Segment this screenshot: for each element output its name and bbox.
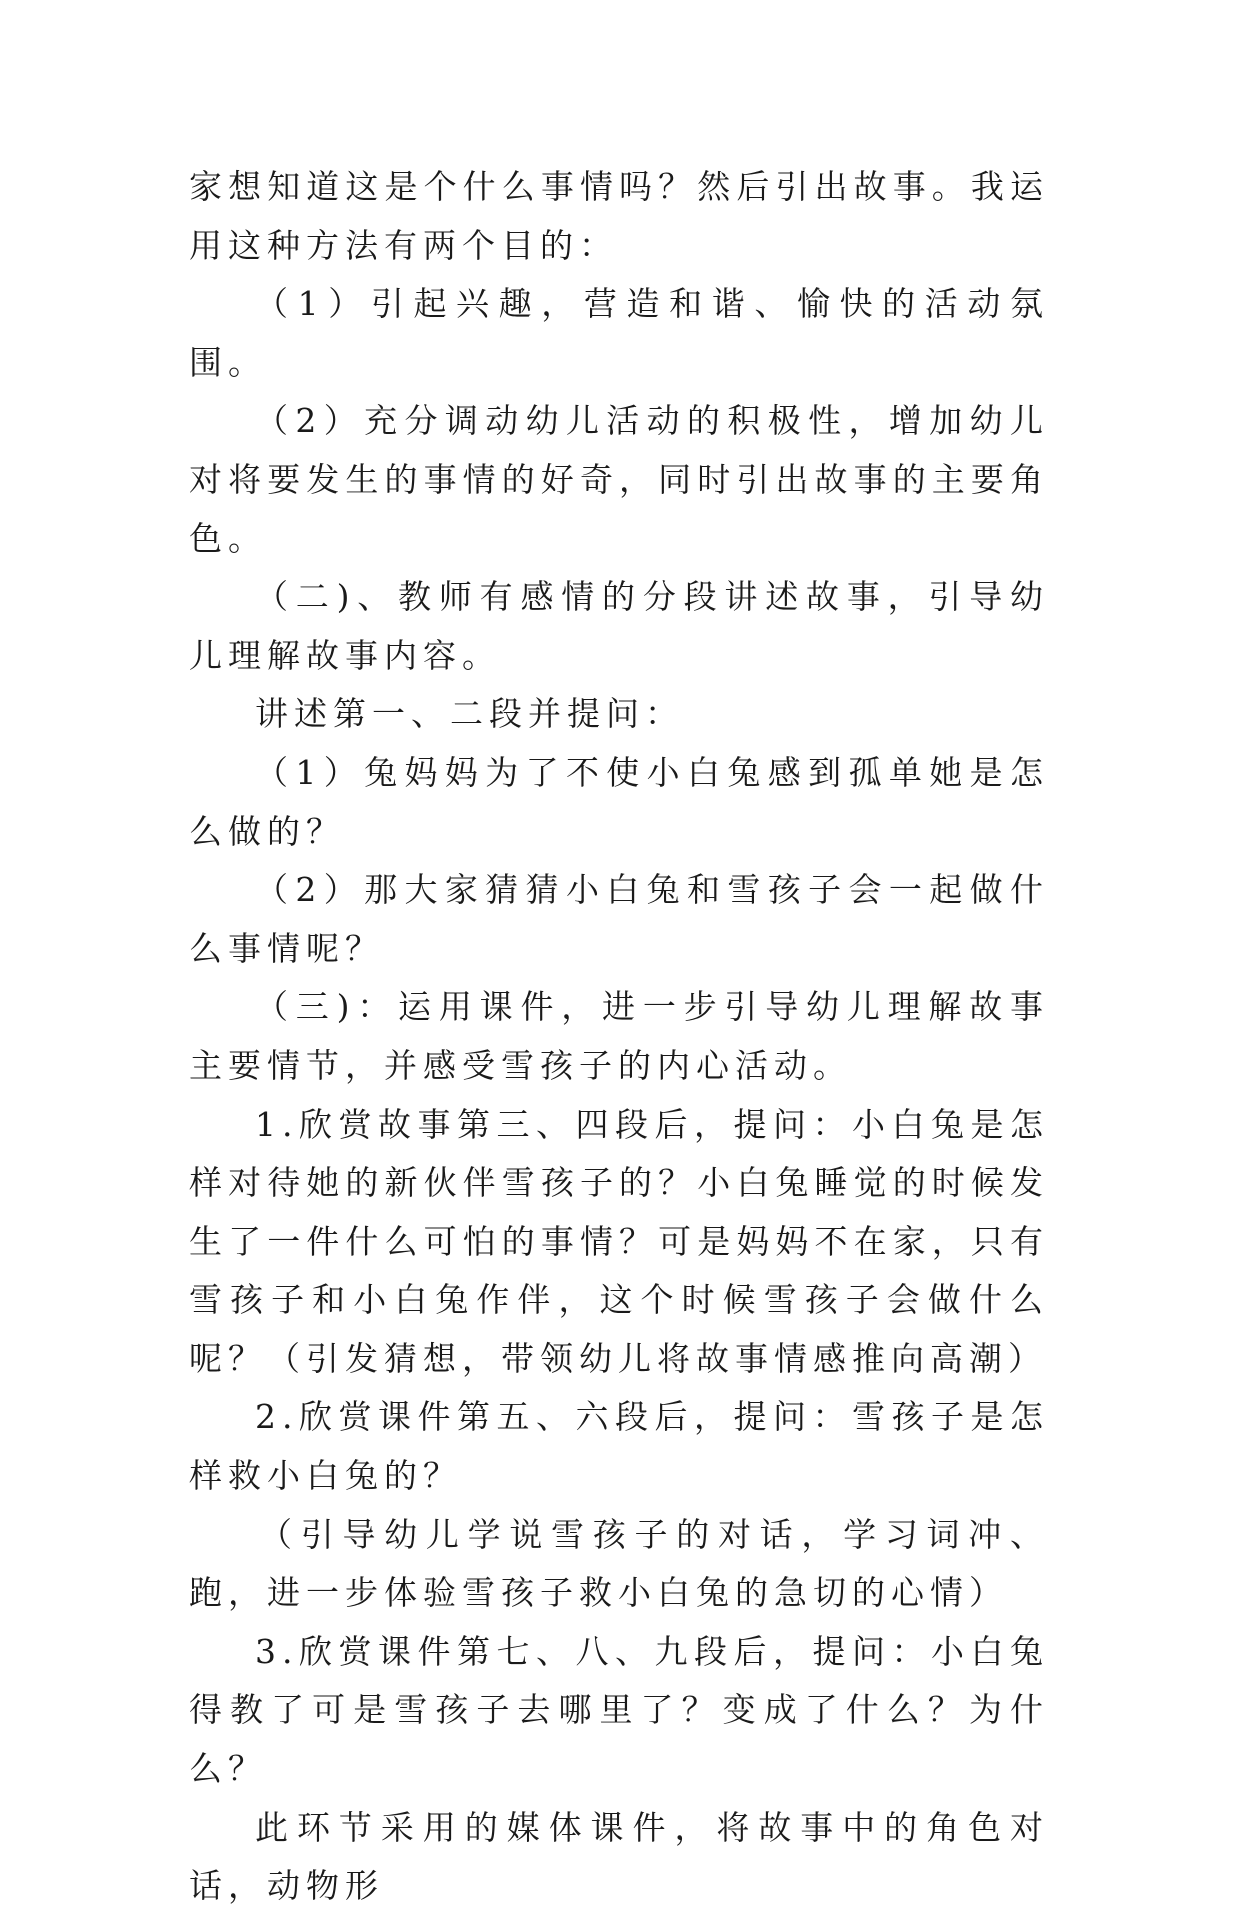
paragraph-item-1: （1）引起兴趣，营造和谐、愉快的活动氛围。 — [189, 284, 1049, 382]
paragraph-step-2-note: （引导幼儿学说雪孩子的对话，学习词冲、跑，进一步体验雪孩子救小白兔的急切的心情） — [189, 1514, 1049, 1613]
document-body — [189, 158, 1049, 1916]
paragraph-step-1: 1.欣赏故事第三、四段后，提问：小白兔是怎样对待她的新伙伴雪孩子的？小白兔睡觉的时候发生了一件什么可怕的事情？可是妈妈不在家，只有雪孩子和小白兔作伴，这个时候雪孩子会做什么呢？（引发猜想，带领幼儿将故事情感推向高潮） — [189, 1104, 1049, 1378]
paragraph-step-3: 3.欣赏课件第七、八、九段后，提问：小白兔得教了可是雪孩子去哪里了？变成了什么？为什么？ — [189, 1631, 1049, 1789]
paragraph-question-1: （1）兔妈妈为了不使小白兔感到孤单她是怎么做的？ — [189, 752, 1049, 851]
paragraph-item-2: （2）充分调动幼儿活动的积极性，增加幼儿对将要发生的事情的好奇，同时引出故事的主要角色。 — [189, 401, 1049, 558]
paragraph-summary: 此环节采用的媒体课件，将故事中的角色对话，动物形 — [189, 1807, 1049, 1906]
paragraph-question-2: （2）那大家猜猜小白兔和雪孩子会一起做什么事情呢？ — [189, 870, 1049, 968]
paragraph-section-3: （三)：运用课件，进一步引导幼儿理解故事主要情节，并感受雪孩子的内心活动。 — [189, 987, 1049, 1085]
paragraph-section-2: （二)、教师有感情的分段讲述故事，引导幼儿理解故事内容。 — [189, 577, 1049, 675]
paragraph-continuation: 家想知道这是个什么事情吗？然后引出故事。我运用这种方法有两个目的： — [189, 167, 1049, 265]
paragraph-narration: 讲述第一、二段并提问： — [255, 694, 684, 734]
paragraph-step-2: 2.欣赏课件第五、六段后，提问：雪孩子是怎样救小白兔的？ — [189, 1397, 1049, 1496]
